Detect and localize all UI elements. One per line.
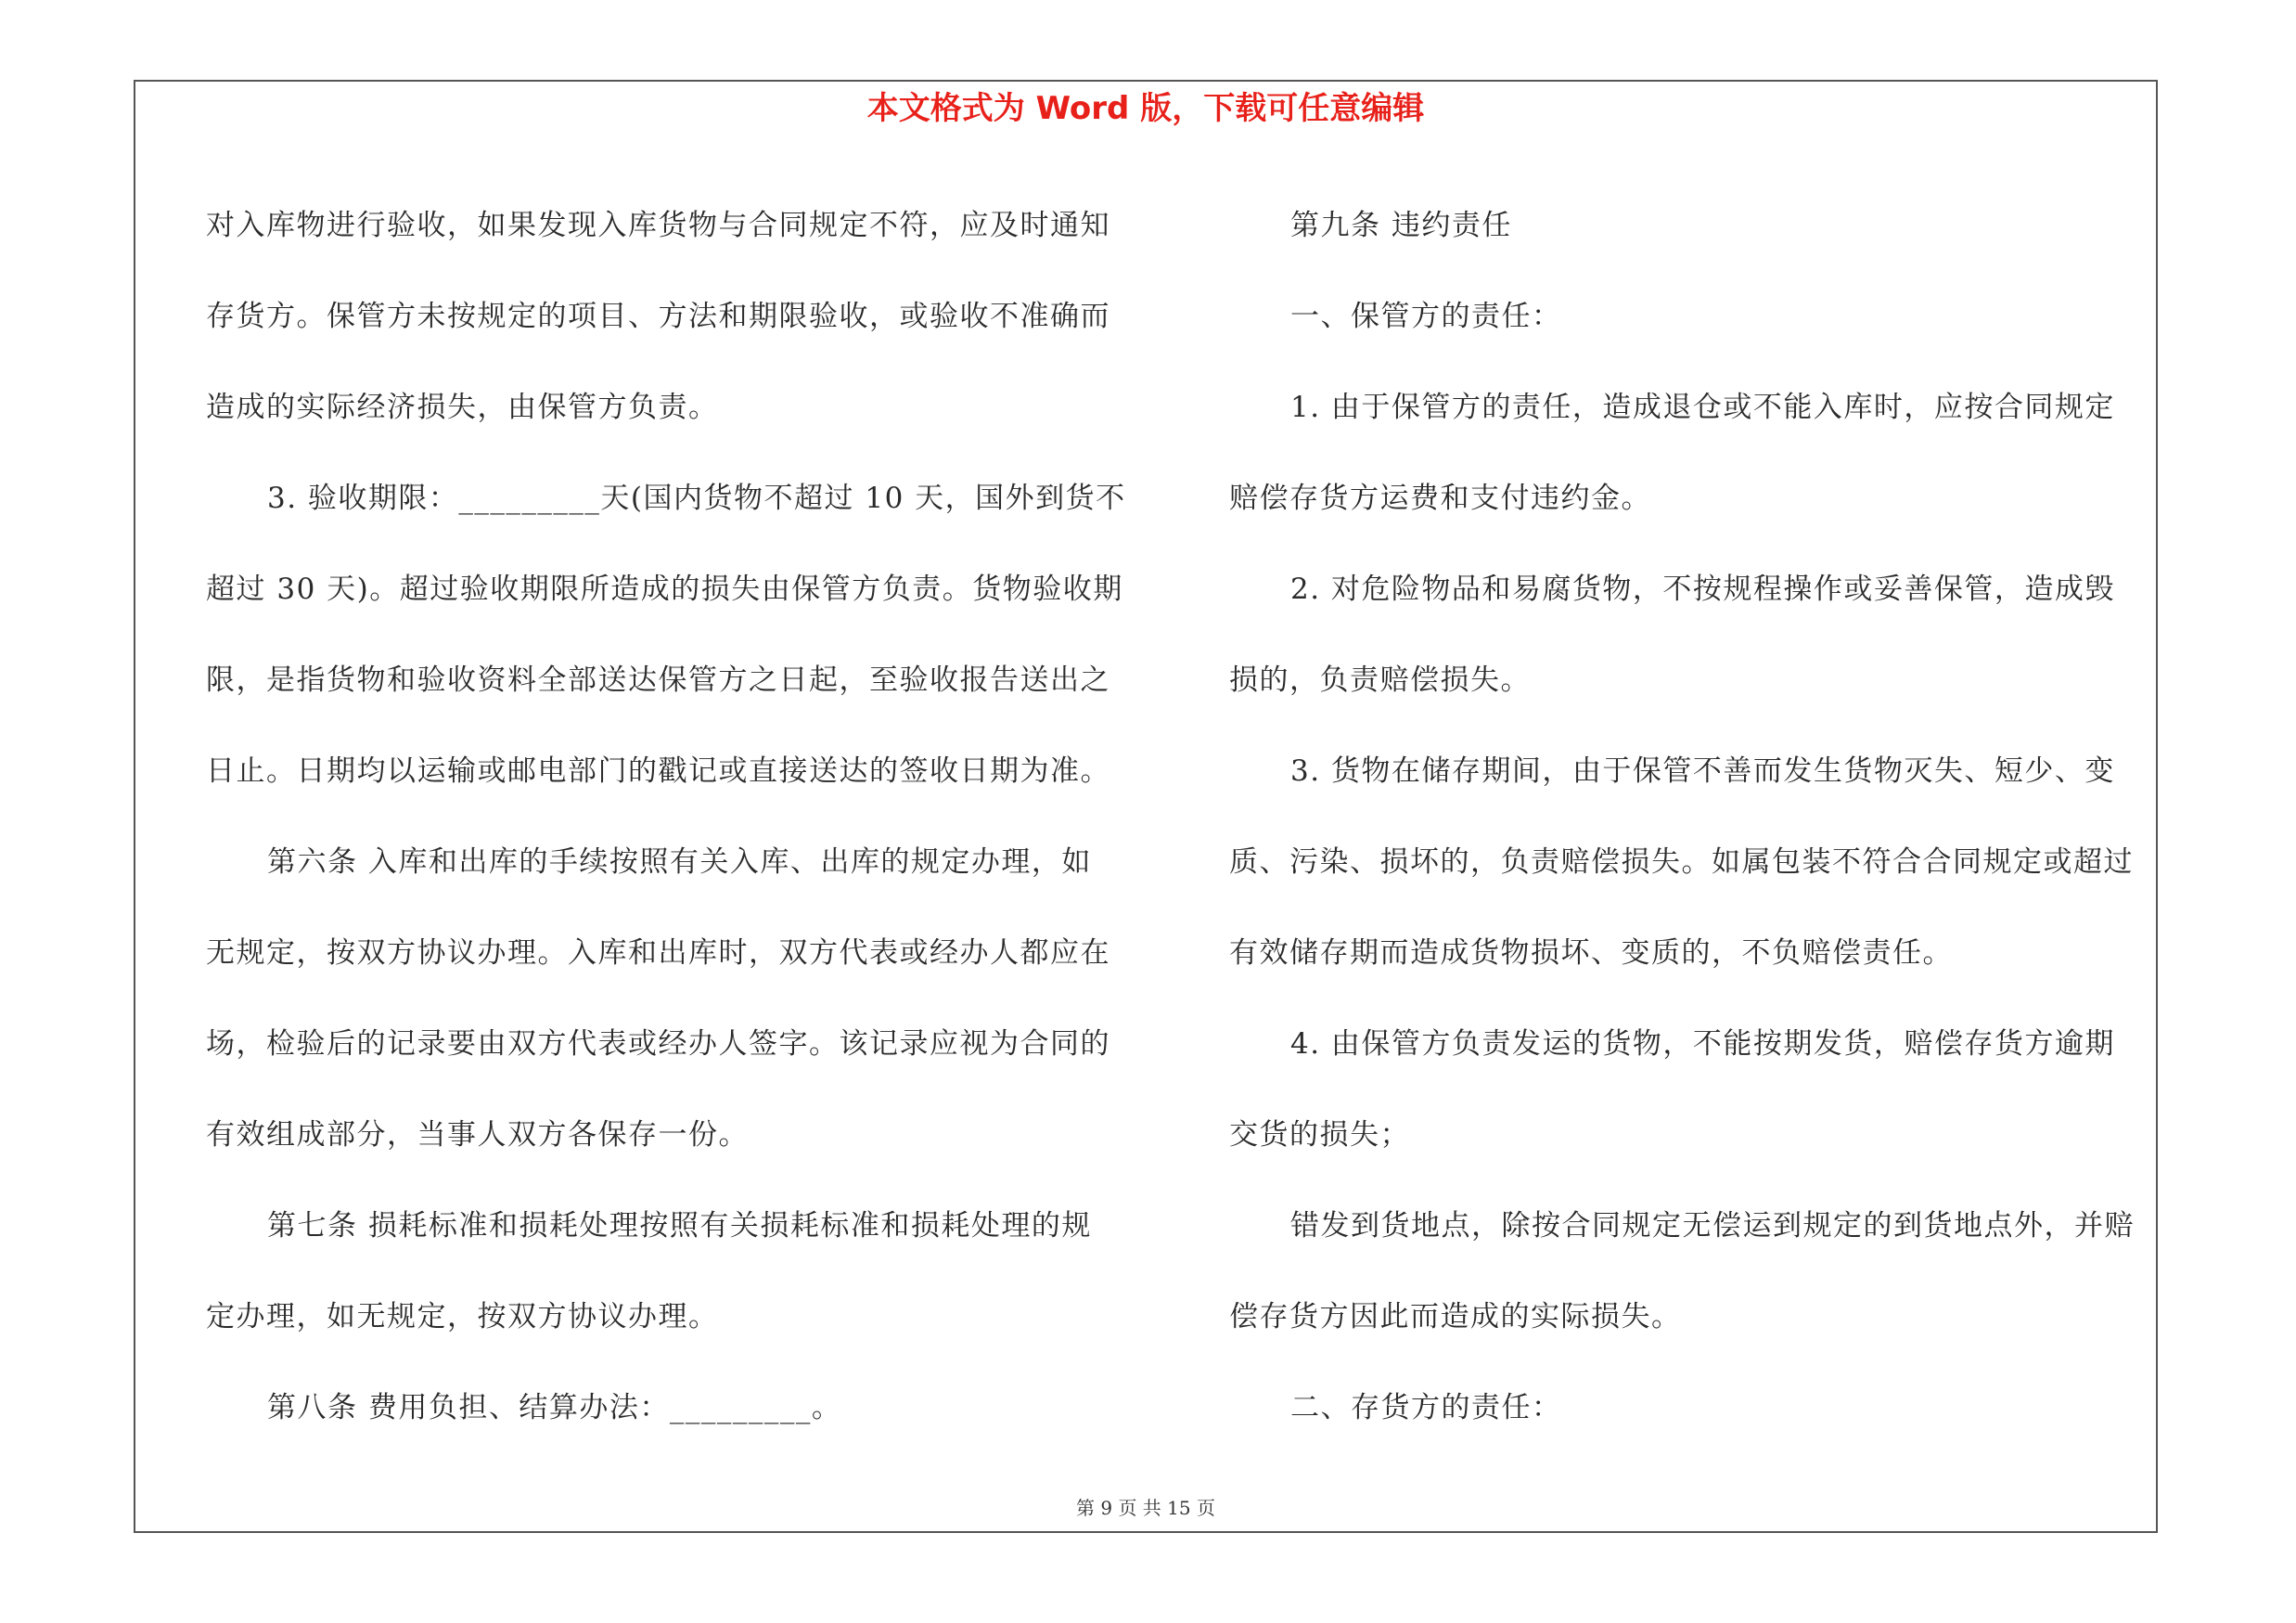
paragraph-line: 造成的实际经济损失，由保管方负责。	[206, 391, 719, 424]
paragraph-line: 3. 验收期限：_________天(国内货物不超过 10 天，国外到货不	[267, 482, 1126, 515]
paragraph-line: 定办理，如无规定，按双方协议办理。	[206, 1300, 719, 1333]
article-7-heading-line: 第七条 损耗标准和损耗处理按照有关损耗标准和损耗处理的规	[267, 1209, 1092, 1243]
paragraph-line: 存货方。保管方未按规定的项目、方法和期限验收，或验收不准确而	[206, 300, 1110, 333]
paragraph-line: 超过 30 天)。超过验收期限所造成的损失由保管方负责。货物验收期	[206, 573, 1123, 606]
right-column	[1229, 180, 2157, 1453]
paragraph-line: 无规定，按双方协议办理。入库和出库时，双方代表或经办人都应在	[206, 936, 1110, 970]
paragraph-line: 日止。日期均以运输或邮电部门的戳记或直接送达的签收日期为准。	[206, 754, 1110, 788]
section-heading: 二、存货方的责任：	[1290, 1391, 1562, 1424]
paragraph-line: 场，检验后的记录要由双方代表或经办人签字。该记录应视为合同的	[206, 1027, 1110, 1061]
article-9-heading: 第九条 违约责任	[1290, 209, 1512, 242]
left-column	[206, 180, 1134, 1453]
article-8-heading-line: 第八条 费用负担、结算办法：_________。	[267, 1391, 842, 1424]
paragraph-line: 交货的损失；	[1229, 1118, 1410, 1152]
paragraph-line: 2. 对危险物品和易腐货物，不按规程操作或妥善保管，造成毁	[1290, 573, 2115, 606]
paragraph-line: 对入库物进行验收，如果发现入库货物与合同规定不符，应及时通知	[206, 209, 1110, 242]
paragraph-line: 质、污染、损坏的，负责赔偿损失。如属包装不符合合同规定或超过	[1229, 845, 2134, 879]
paragraph-line: 偿存货方因此而造成的实际损失。	[1229, 1300, 1682, 1333]
article-6-heading-line: 第六条 入库和出库的手续按照有关入库、出库的规定办理，如	[267, 845, 1092, 879]
paragraph-line: 4. 由保管方负责发运的货物，不能按期发货，赔偿存货方逾期	[1290, 1027, 2115, 1061]
paragraph-line: 赔偿存货方运费和支付违约金。	[1229, 482, 1651, 515]
paragraph-line: 错发到货地点，除按合同规定无偿运到规定的到货地点外，并赔	[1290, 1209, 2135, 1243]
paragraph-line: 限，是指货物和验收资料全部送达保管方之日起，至验收报告送出之	[206, 663, 1110, 697]
paragraph-line: 有效组成部分，当事人双方各保存一份。	[206, 1118, 749, 1152]
page-number: 第 9 页 共 15 页	[1076, 1497, 1215, 1519]
paragraph-line: 损的，负责赔偿损失。	[1229, 663, 1531, 697]
section-heading: 一、保管方的责任：	[1290, 300, 1562, 333]
paragraph-line: 有效储存期而造成货物损坏、变质的，不负赔偿责任。	[1229, 936, 1953, 970]
paragraph-line: 3. 货物在储存期间，由于保管不善而发生货物灭失、短少、变	[1290, 754, 2115, 788]
paragraph-line: 1. 由于保管方的责任，造成退仓或不能入库时，应按合同规定	[1290, 391, 2115, 424]
format-banner: 本文格式为 Word 版，下载可任意编辑	[866, 90, 1425, 127]
